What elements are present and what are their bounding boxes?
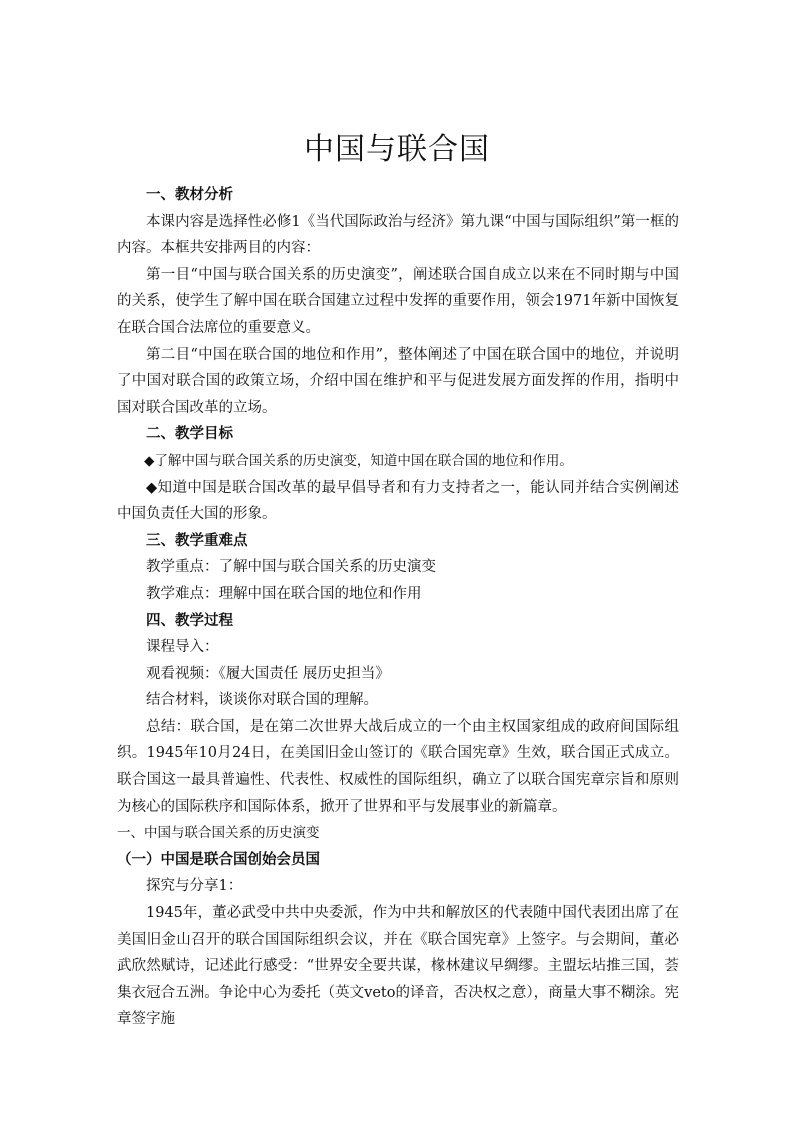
key-point: 教学重点：了解中国与联合国关系的历史演变 [146, 559, 436, 576]
paragraph-first-topic: 第一目“中国与联合国关系的历史演变”，阐述联合国自成立以来在不同时期与中国的关系，使学生了解中国在联合国建立过程中发挥的重要作用，领会1971年新中国恢复在联合国合法席位的重要意义。 [117, 266, 679, 336]
section-heading-analysis: 一、教材分析 [146, 187, 233, 203]
explore-share-label: 探究与分享1： [146, 878, 243, 895]
goal-item-2: ◆知道中国是联合国改革的最早倡导者和有力支持者之一，能认同并结合实例阐述中国负责任大国的形象。 [117, 479, 679, 523]
history-paragraph: 1945年，董必武受中共中央委派，作为中共和解放区的代表随中国代表团出席了在美国旧金山召开的联合国国际组织会议，并在《联合国宪章》上签字。与会期间，董必武欣然赋诗，记述此行感受：“世界安全要共谋，椽林建议早绸缪。主盟坛坫推三国，荟集衣冠合五洲。争论中心为委托（英文veto的译音，否决权之意），商量大事不糊涂。宪章签字施 [117, 905, 679, 1028]
section-heading-key-points: 三、教学重难点 [146, 532, 248, 549]
difficult-point: 教学难点：理解中国在联合国的地位和作用 [146, 585, 422, 602]
course-intro: 课程导入： [146, 639, 219, 656]
subheading-founding-member: （一）中国是联合国创始会员国 [117, 851, 320, 868]
section-heading-goals: 二、教学目标 [146, 426, 233, 443]
paragraph-second-topic: 第二目“中国在联合国的地位和作用”，整体阐述了中国在联合国中的地位，并说明了中国对联合国的政策立场，介绍中国在维护和平与促进发展方面发挥的作用，指明中国对联合国改革的立场。 [117, 346, 679, 416]
paragraph-intro: 本课内容是选择性必修1《当代国际政治与经济》第九课“中国与国际组织”第一框的内容。本框共安排两目的内容： [117, 213, 679, 257]
section-heading-process: 四、教学过程 [146, 612, 233, 629]
goal-item-1: ◆了解中国与联合国关系的历史演变，知道中国在联合国的地位和作用。 [144, 452, 573, 469]
discussion-prompt: 结合材料，谈谈你对联合国的理解。 [146, 692, 378, 709]
page-title: 中国与联合国 [304, 132, 490, 167]
video-title: 观看视频：《履大国责任 展历史担当》 [146, 665, 390, 682]
summary-paragraph: 总结：联合国，是在第二次世界大战后成立的一个由主权国家组成的政府间国际组织。1945年10月24日，在美国旧金山签订的《联合国宪章》生效，联合国正式成立。联合国这一最具普遍性、代表性、权威性的国际组织，确立了以联合国宪章宗旨和原则为核心的国际秩序和国际体系，掀开了世界和平与发展事业的新篇章。 [117, 718, 679, 815]
part-heading-history: 一、中国与联合国关系的历史演变 [117, 825, 320, 842]
document-body [117, 182, 679, 1033]
